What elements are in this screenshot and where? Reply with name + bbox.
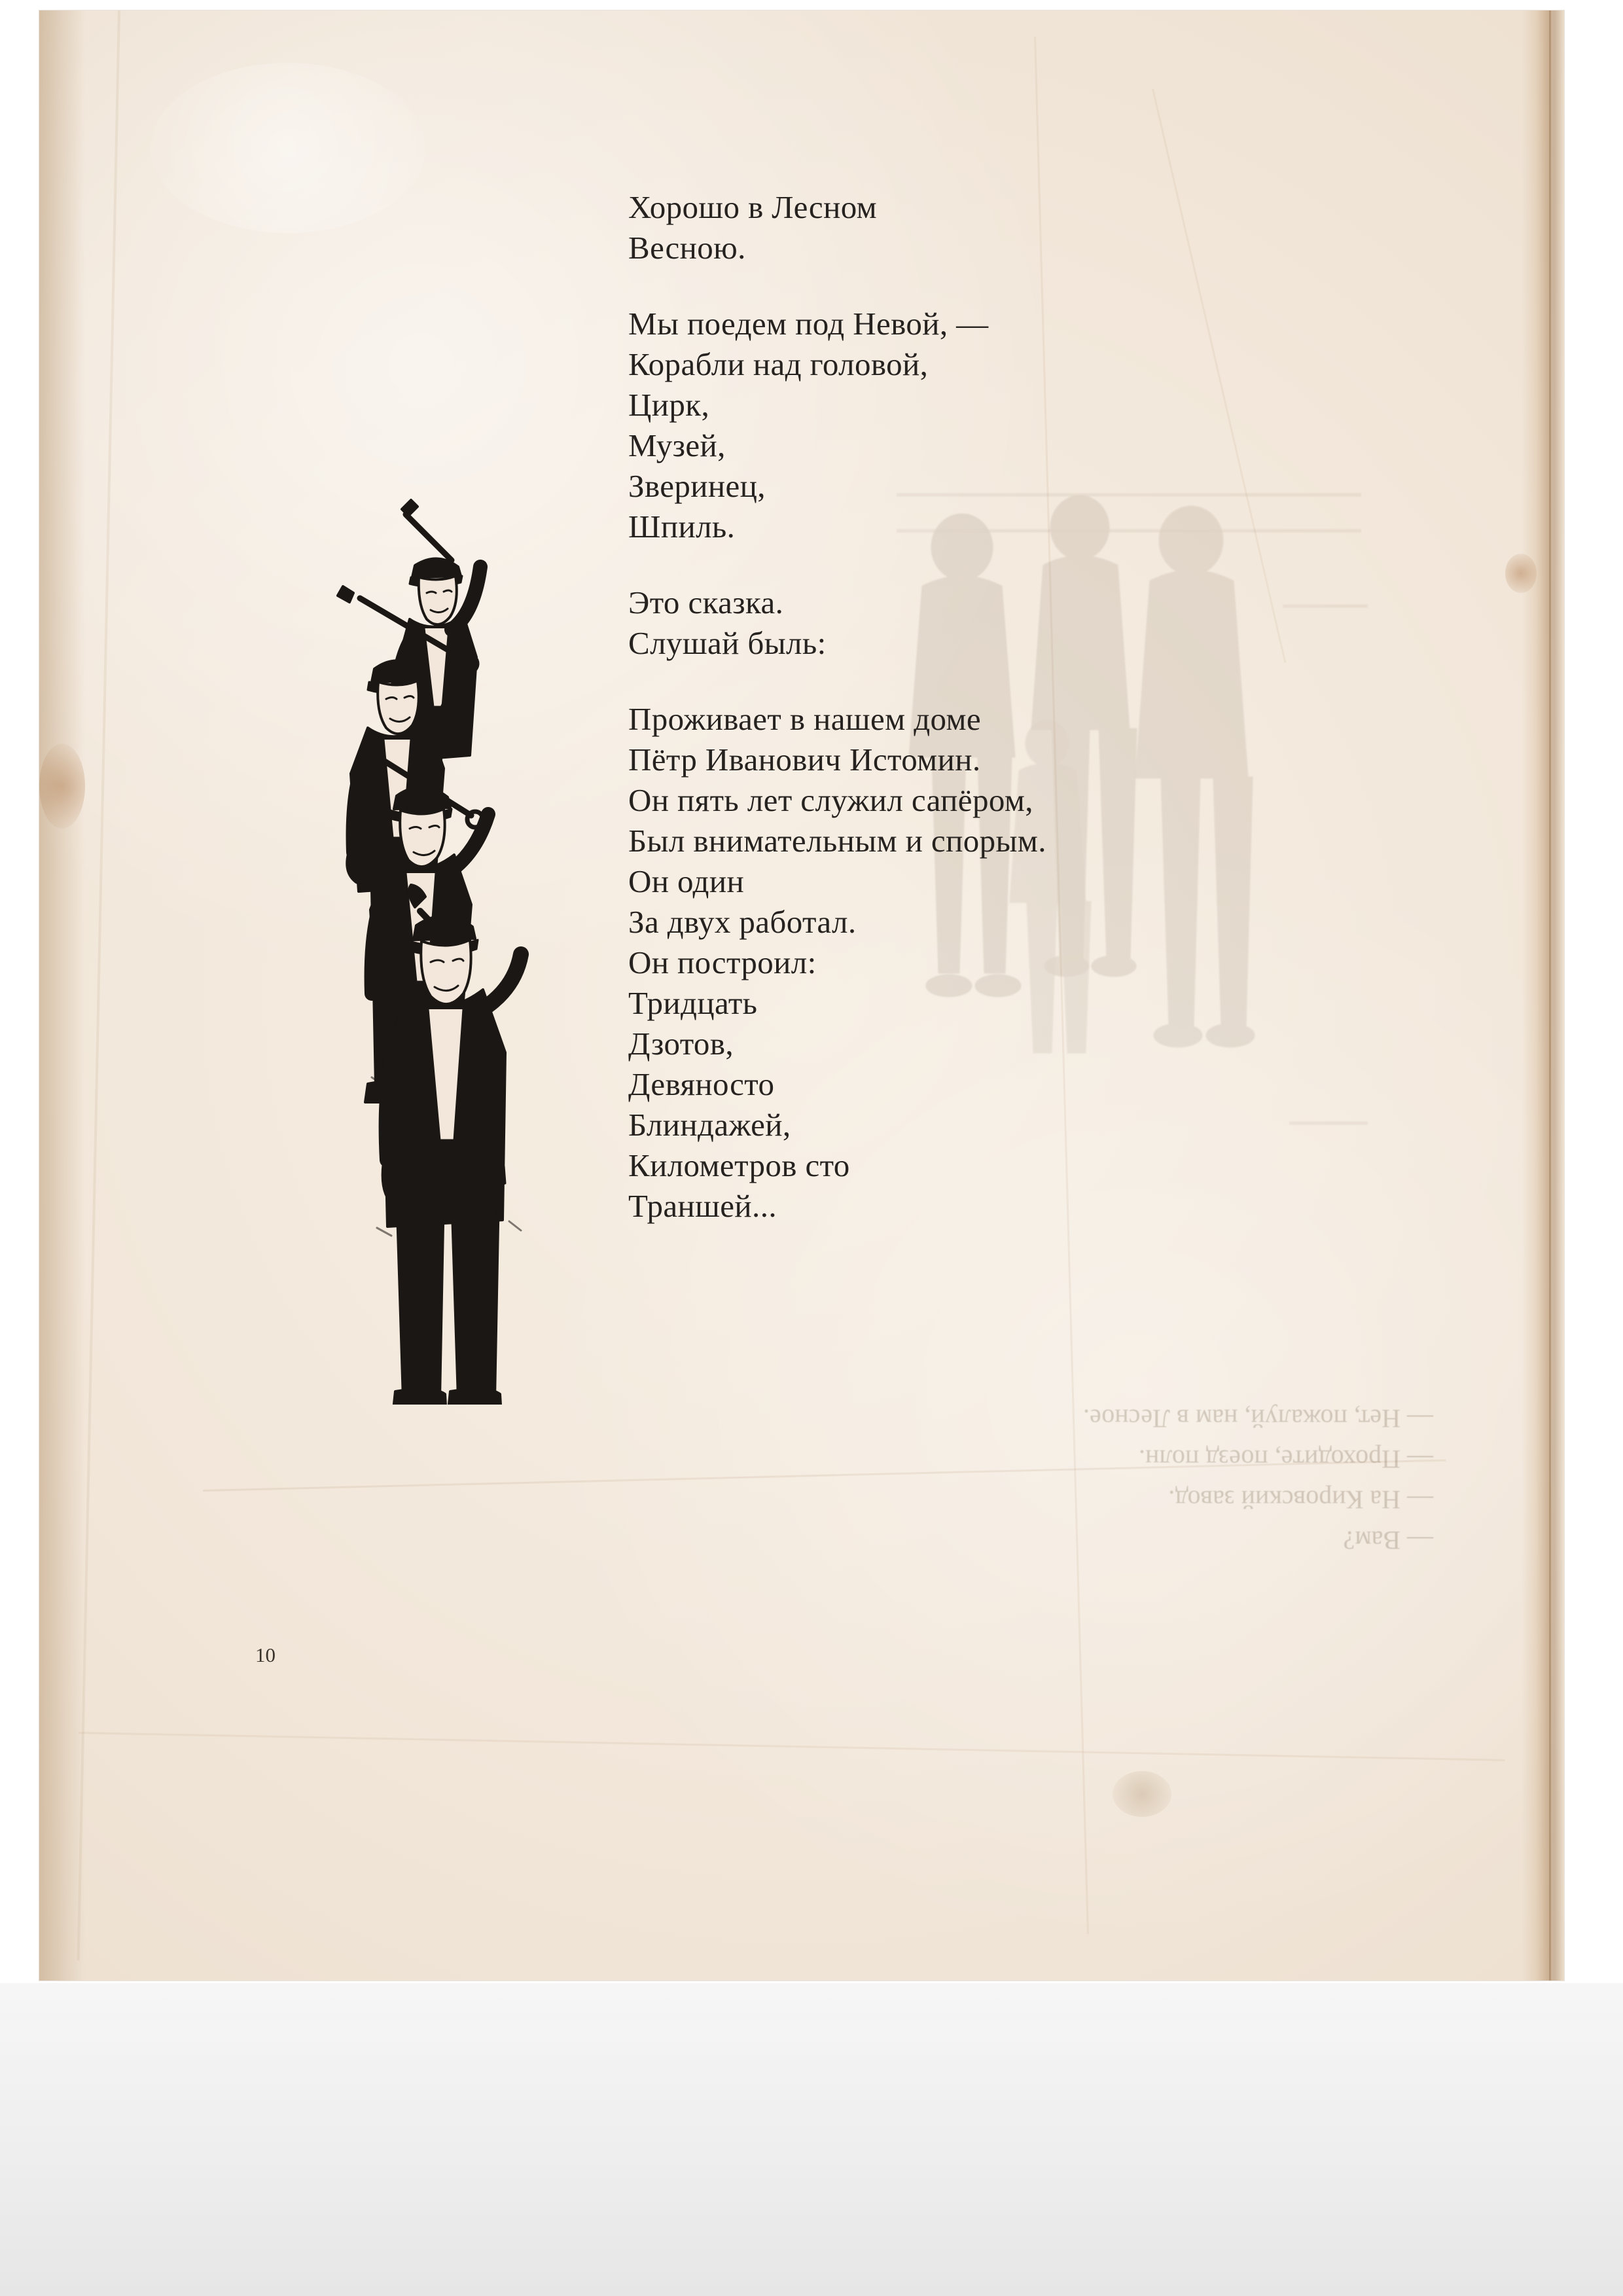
poem-line: Он построил: (628, 944, 817, 980)
poem-line: Километров сто (628, 1147, 850, 1183)
poem-stanza (628, 699, 1433, 1227)
poem-line: Цирк, (628, 386, 710, 423)
bleed-through-text (812, 1398, 1433, 1560)
poem-line: Корабли над головой, (628, 346, 929, 382)
poem-line: Траншей... (628, 1187, 777, 1224)
poem-line: Был внимательным и спорым. (628, 822, 1046, 859)
bleed-through-line: — На Кировский завод. (1168, 1485, 1433, 1515)
bleed-through-line: — Вам? (1343, 1526, 1433, 1555)
book-page (39, 10, 1564, 1981)
poem-line: Пётр Иванович Истомин. (628, 741, 981, 778)
poem-line: Он один (628, 863, 745, 899)
paper-stain (39, 744, 85, 829)
paper-crease (79, 1732, 1505, 1761)
poem-line: Музей, (628, 427, 726, 463)
poem-line: Весною. (628, 229, 746, 266)
poem-line: Блиндажей, (628, 1106, 791, 1143)
page-fold-crease (1549, 10, 1551, 1981)
scanner-bed-lower (0, 1983, 1623, 2296)
poem-line: Это сказка. (628, 584, 784, 620)
paper-crease (77, 10, 120, 1960)
poem-stanza (628, 187, 1433, 268)
page-fold-shadow (1522, 10, 1564, 1981)
poem-stanza (628, 583, 1433, 664)
poem-line: Зверинец, (628, 467, 766, 504)
paper-stain (151, 63, 425, 233)
bleed-through-line: — Проходите, поезд полн. (1138, 1444, 1433, 1474)
poem-line: Шпиль. (628, 508, 736, 545)
poem-line: Мы поедем под Невой, — (628, 305, 989, 342)
poem-body (628, 187, 1433, 1227)
poem-line: Он пять лет служил сапёром, (628, 781, 1033, 818)
poem-stanza (628, 304, 1433, 547)
illustration-marching-sappers (255, 488, 596, 1405)
bleed-through-line: — Нет, пожалуй, нам в Лесное. (1083, 1404, 1433, 1433)
poem-line: За двух работал. (628, 903, 857, 940)
paper-crease (203, 1460, 1446, 1492)
poem-line: Дзотов, (628, 1025, 734, 1062)
page-number: 10 (255, 1643, 276, 1666)
poem-line: Слушай быль: (628, 624, 827, 661)
paper-stain (1113, 1771, 1171, 1817)
poem-line: Тридцать (628, 984, 758, 1021)
poem-line: Девяносто (628, 1066, 775, 1102)
poem-line: Проживает в нашем доме (628, 700, 982, 737)
poem-line: Хорошо в Лесном (628, 189, 878, 225)
